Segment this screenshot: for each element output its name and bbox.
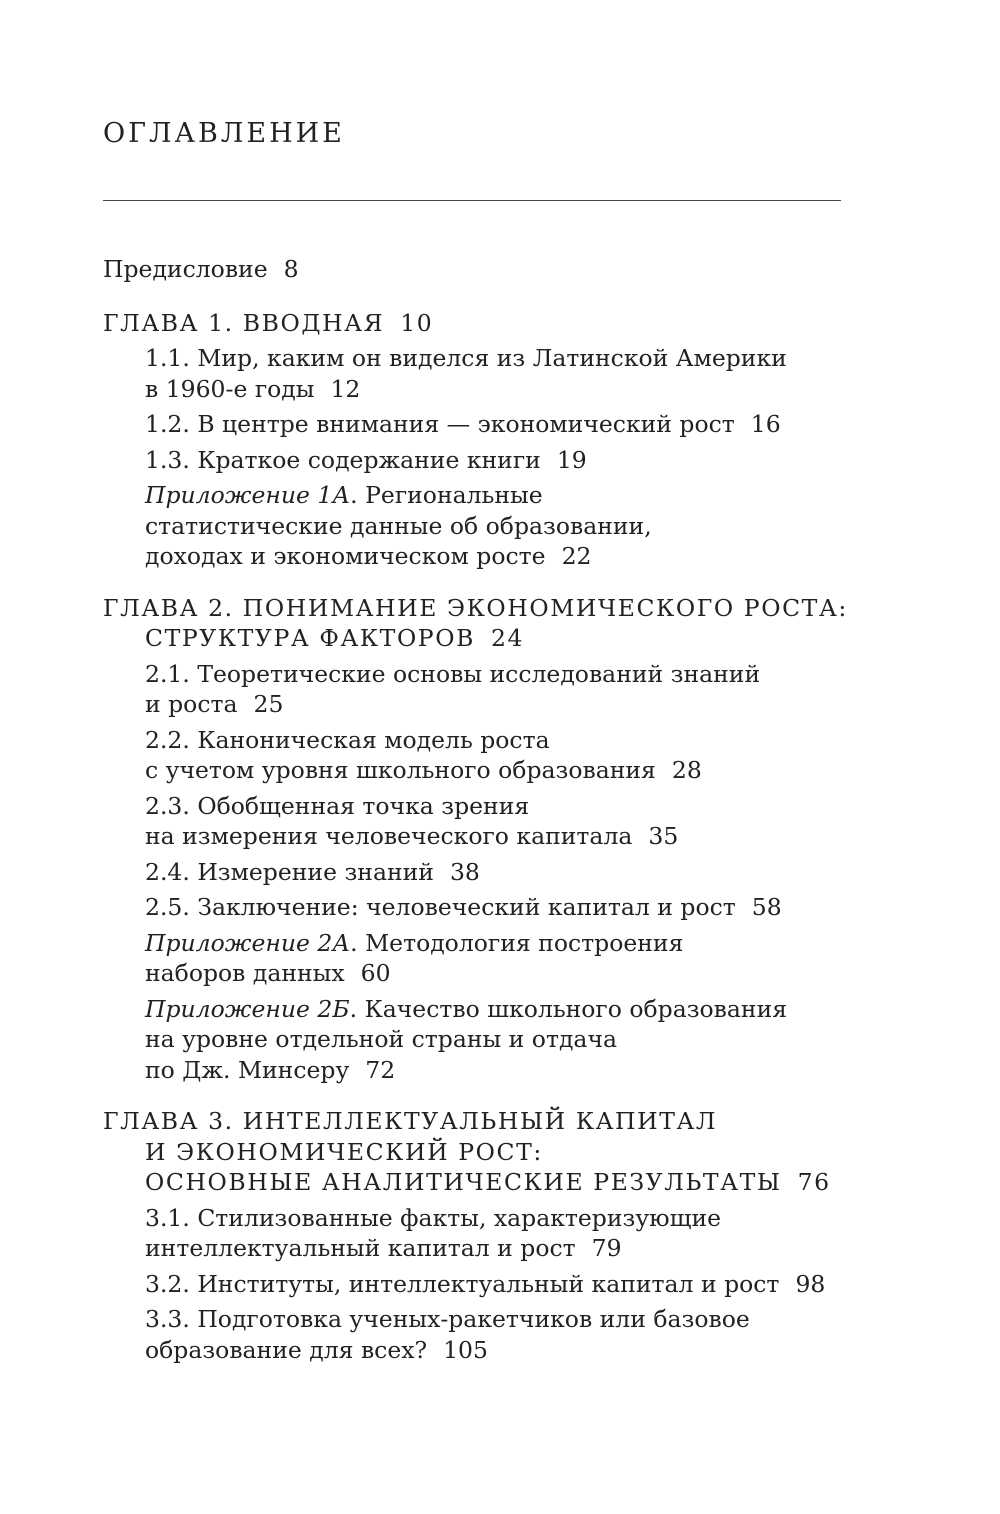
chapter-title: ГЛАВА 1. ВВОДНАЯ <box>103 308 385 337</box>
toc-section-3-3[interactable] <box>145 1304 883 1365</box>
toc-entry-preface[interactable] <box>103 254 883 285</box>
section-title-line: 3.3. Подготовка ученых-ракетчиков или базовое <box>145 1305 750 1333</box>
appendix-label: Приложение 2Б <box>145 994 350 1023</box>
toc-appendix-2a[interactable] <box>145 928 883 989</box>
chapter-title: И ЭКОНОМИЧЕСКИЙ РОСТ: <box>145 1137 543 1166</box>
toc-appendix-1a[interactable] <box>145 480 883 572</box>
section-title-line: 2.3. Обобщенная точка зрения <box>145 791 530 820</box>
toc-appendix-2b[interactable] <box>145 994 883 1086</box>
appendix-title-line: наборов данных <box>145 959 345 987</box>
toc-section-2-2[interactable] <box>145 725 883 786</box>
toc-section-2-1[interactable] <box>145 659 883 720</box>
page-number: 16 <box>750 410 781 438</box>
section-title-line: на измерения человеческого капитала <box>145 822 633 850</box>
section-title-line: интеллектуальный капитал и рост <box>145 1234 576 1262</box>
page-number: 19 <box>556 445 587 474</box>
toc-section-1-2[interactable] <box>145 409 883 440</box>
page-number: 8 <box>283 255 299 283</box>
page-number: 58 <box>751 893 782 921</box>
section-title-line: 2.2. Каноническая модель роста <box>145 725 550 754</box>
toc-section-1-1[interactable] <box>145 343 883 404</box>
chapter-title: ГЛАВА 2. ПОНИМАНИЕ ЭКОНОМИЧЕСКОГО РОСТА: <box>103 593 848 622</box>
appendix-title-line: . Качество школьного образования <box>349 994 788 1023</box>
section-title-line: 2.4. Измерение знаний <box>145 857 434 886</box>
toc-section-2-5[interactable] <box>145 892 883 923</box>
page-title: ОГЛАВЛЕНИЕ <box>103 118 345 149</box>
section-title-line: 2.5. Заключение: человеческий капитал и рост <box>145 893 736 921</box>
page-number: 12 <box>330 374 361 403</box>
toc-section-3-1[interactable] <box>145 1203 883 1264</box>
section-title-line: образование для всех? <box>145 1335 428 1364</box>
toc-section-2-4[interactable] <box>145 857 883 888</box>
section-title-line: 3.1. Стилизованные факты, характеризующие <box>145 1203 722 1232</box>
section-title-line: 1.1. Мир, каким он виделся из Латинской Америки <box>145 344 787 372</box>
page-number: 76 <box>797 1168 831 1196</box>
appendix-title-line: . Методология построения <box>350 928 684 957</box>
toc-chapter-1[interactable] <box>103 308 883 339</box>
page-number: 10 <box>400 308 434 337</box>
toc-chapter-2[interactable] <box>103 593 883 654</box>
page-number: 38 <box>449 857 480 886</box>
chapter-title: ОСНОВНЫЕ АНАЛИТИЧЕСКИЕ РЕЗУЛЬТАТЫ <box>145 1168 782 1196</box>
section-title-line: 1.2. В центре внимания — экономический рост <box>145 410 735 438</box>
appendix-label: Приложение 2А <box>145 928 351 957</box>
page-number: 24 <box>490 624 525 652</box>
chapter-title: СТРУКТУРА ФАКТОРОВ <box>145 624 475 652</box>
toc-section-3-2[interactable] <box>145 1269 883 1300</box>
section-title-line: 1.3. Краткое содержание книги <box>145 445 541 474</box>
page-number: 79 <box>591 1234 622 1262</box>
appendix-title-line: на уровне отдельной страны и отдача <box>145 1025 617 1053</box>
toc-section-1-3[interactable] <box>145 445 883 476</box>
page-number: 28 <box>671 756 702 784</box>
page-number: 60 <box>360 959 391 987</box>
entry-label: Предисловие <box>103 255 268 283</box>
page-number: 35 <box>648 822 679 850</box>
appendix-label: Приложение 1А <box>145 481 351 509</box>
page-number: 22 <box>561 542 592 570</box>
chapter-title: ГЛАВА 3. ИНТЕЛЛЕКТУАЛЬНЫЙ КАПИТАЛ <box>103 1107 718 1135</box>
appendix-title-line: . Региональные <box>350 481 543 509</box>
title-rule <box>103 200 841 201</box>
section-title-line: с учетом уровня школьного образования <box>145 756 656 784</box>
section-title-line: 3.2. Институты, интеллектуальный капитал и рост <box>145 1269 780 1298</box>
section-title-line: и роста <box>145 690 238 718</box>
table-of-contents <box>103 254 883 1370</box>
section-title-line: 2.1. Теоретические основы исследований знаний <box>145 659 761 688</box>
page-number: 98 <box>795 1269 826 1298</box>
section-title-line: в 1960-е годы <box>145 374 315 403</box>
page-number: 25 <box>253 690 284 718</box>
page-number: 72 <box>365 1055 396 1084</box>
toc-chapter-3[interactable] <box>103 1106 883 1198</box>
appendix-title-line: доходах и экономическом росте <box>145 542 546 570</box>
appendix-title-line: статистические данные об образовании, <box>145 511 652 540</box>
appendix-title-line: по Дж. Минсеру <box>145 1055 350 1084</box>
page-number: 105 <box>443 1335 488 1364</box>
toc-section-2-3[interactable] <box>145 791 883 852</box>
